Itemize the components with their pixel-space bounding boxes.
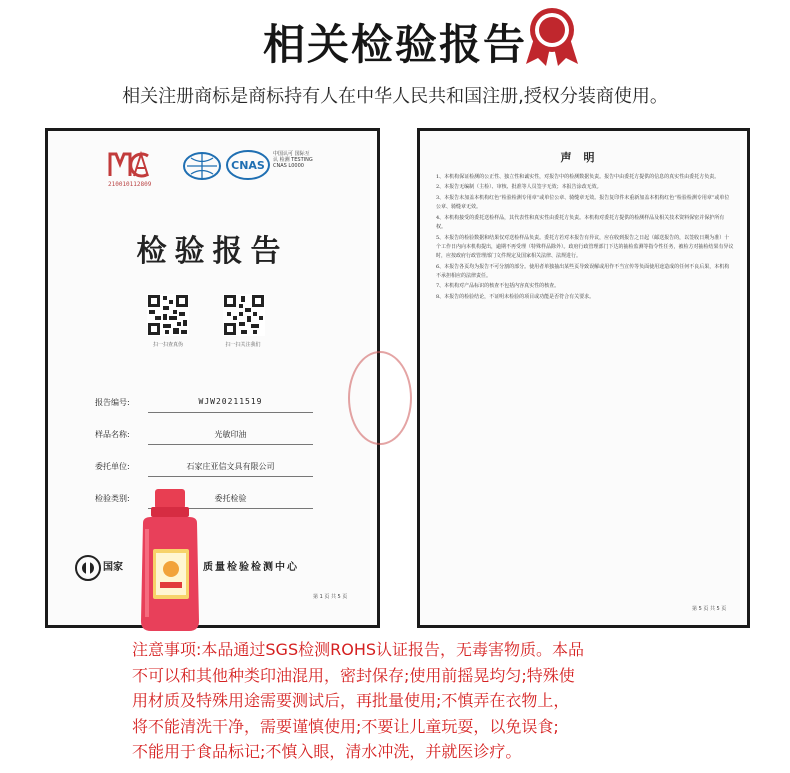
field-value-sample: 光敏印油: [214, 430, 247, 439]
cert-code: 210010112809: [108, 181, 152, 188]
declaration-item: 4、本机构接受的委托送检样品，其代表性和真实性由委托方负责。本机构对委托方提供的检测样品及相关技术资料保密并保护所有权。: [436, 214, 725, 231]
cnas-logo: [226, 149, 270, 181]
notice-line: 不可以和其他种类印油混用，密封保存;使用前摇晃均匀;特殊使: [132, 665, 575, 685]
field-label-client: 委托单位:: [95, 462, 130, 471]
award-ribbon-icon: [510, 4, 594, 68]
test-report-cover: [45, 128, 380, 628]
page-number: 第 1 页 共 5 页: [313, 594, 348, 600]
field-value-type: 委托检验: [214, 494, 247, 503]
declaration-item: 2、本报告无编制（主检）、审核、批准等人员签字无效；本报告涂改无效。: [436, 184, 602, 191]
ilac-mra-logo: [183, 151, 221, 181]
field-label-sample: 样品名称:: [95, 430, 130, 439]
qr-code: [147, 294, 189, 336]
declaration-item: 7、本机构对产品标识的核查不包括内容真实性的核查。: [436, 283, 560, 290]
declaration-page: [417, 128, 750, 628]
field-value-client: 石家庄亚信文具有限公司: [186, 462, 275, 471]
cnas-caption: 中国认可 国际互认 检测 TESTING CNAS L0000: [273, 151, 313, 169]
qr-caption: 扫一扫查真伪: [152, 342, 183, 348]
notice-line: 将不能清洗干净，需要谨慎使用;不要让儿童玩耍，以免误食;: [132, 716, 559, 736]
field-underline: [148, 476, 313, 477]
testing-center-name-left: 国家: [103, 562, 123, 573]
testing-center-logo: [75, 555, 101, 581]
field-underline: [148, 412, 313, 413]
subtitle-note: 相关注册商标是商标持有人在中华人民共和国注册,授权分装商使用。: [122, 86, 668, 107]
notice-line: 注意事项:本品通过SGS检测ROHS认证报告，无毒害物质。本品: [132, 640, 585, 659]
declaration-item: 8、本报告的检验结论，不证明未检验的项目或功能是否符合有关要求。: [436, 293, 595, 300]
usage-notice: [132, 637, 662, 765]
product-bottle: [133, 489, 208, 634]
cma-logo: [108, 150, 152, 178]
qr-caption: 扫一扫关注我们: [225, 342, 261, 348]
report-heading: 检验报告: [136, 234, 289, 269]
page-number: 第 5 页 共 5 页: [692, 606, 727, 612]
declaration-title: 声明: [560, 151, 607, 164]
declaration-item: 3、本报告未加盖本机构红色“检验检测专用章”或单位公章、骑缝章无效。报告复印件未重新加盖本机构红色“检验检测专用章”或单位公章、骑缝章无效。: [436, 194, 730, 211]
notice-line: 用材质及特殊用途需要测试后，再批量使用;不慎弄在衣物上，: [132, 691, 570, 711]
declaration-item: 5、本报告的检验数据和结果仅对送检样品负责。委托方若对本报告有异议，应在收到报告之日起（邮送报告的，以签收日期为准）十个工作日内向本机构提出，逾期不再受理（特殊样品除外）。政府行政管理部门下达的抽检监测等指令性任务，被检方对抽检结果有异议时，应按政府行政管理部门文件规定及国家相关法律、法规进行。: [436, 234, 734, 260]
declaration-list: [436, 173, 734, 303]
field-label-report-no: 报告编号:: [95, 398, 130, 407]
declaration-item: 1、本机构保证检测的公正性、独立性和诚实性，对报告中的检测数据负责。报告中由委托方提供的信息的真实性由委托方负责。: [436, 174, 720, 180]
field-value-report-no: WJW20211519: [198, 397, 263, 406]
svg-text:CNAS: CNAS: [231, 159, 265, 172]
testing-center-name-right: 质量检验检测中心: [203, 562, 299, 573]
field-label-type: 检验类别:: [95, 494, 130, 503]
qr-code: [223, 294, 265, 336]
page-title: 相关检验报告: [262, 20, 527, 69]
notice-line: 不能用于食品标记;不慎入眼，清水冲洗，并就医诊疗。: [132, 742, 522, 762]
seal-stamp: [348, 351, 412, 445]
field-underline: [148, 444, 313, 445]
declaration-item: 6、本报告各页均为报告不可分割的部分。使用者单独抽出某些页导致误解或用作不当宣传等负面使用途造成的任何不良后果，本机构不承担相应的法律责任。: [436, 263, 730, 279]
